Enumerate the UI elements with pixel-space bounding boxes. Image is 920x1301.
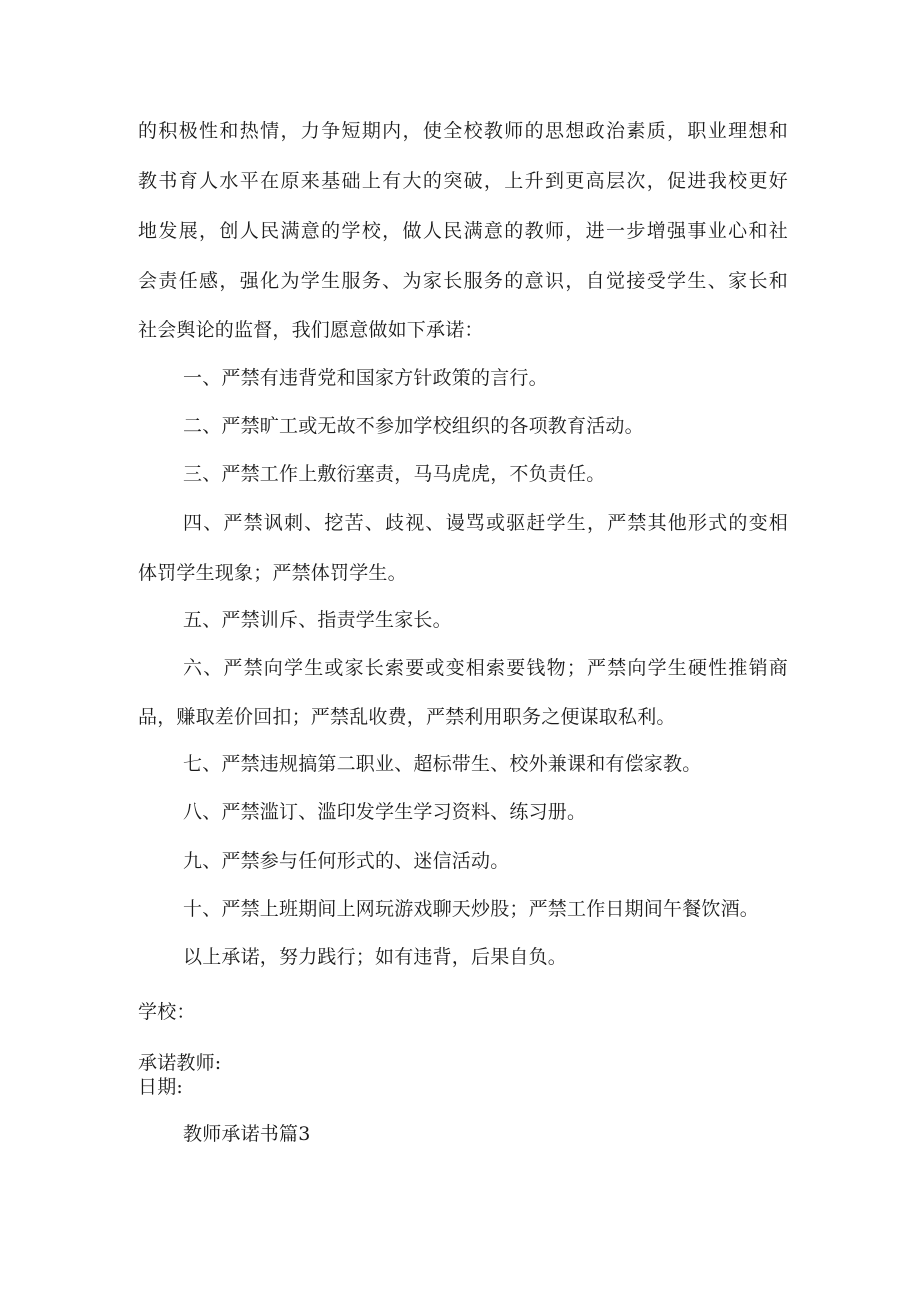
intro-line-2: 教书育人水平在原来基础上有大的突破，上升到更高层次，促进我校更好 bbox=[138, 170, 788, 192]
pledge-1: 一、严禁有违背党和国家方针政策的言行。 bbox=[183, 367, 548, 389]
pledge-2: 二、严禁旷工或无故不参加学校组织的各项教育活动。 bbox=[183, 415, 644, 437]
intro-line-1: 的积极性和热情，力争短期内，使全校教师的思想政治素质，职业理想和 bbox=[138, 120, 788, 142]
teacher-label: 承诺教师: bbox=[138, 1052, 222, 1074]
pledge-10: 十、严禁上班期间上网玩游戏聊天炒股；严禁工作日期间午餐饮酒。 bbox=[183, 898, 760, 920]
pledge-6-line-2: 品，赚取差价回扣；严禁乱收费，严禁利用职务之便谋取私利。 bbox=[138, 706, 676, 728]
pledge-8: 八、严禁滥订、滥印发学生学习资料、练习册。 bbox=[183, 801, 587, 823]
pledge-7: 七、严禁违规搞第二职业、超标带生、校外兼课和有偿家教。 bbox=[183, 753, 702, 775]
intro-line-5: 社会舆论的监督，我们愿意做如下承诺： bbox=[138, 319, 484, 341]
pledge-5: 五、严禁训斥、指责学生家长。 bbox=[183, 609, 452, 631]
pledge-6-line-1: 六、严禁向学生或家长索要或变相索要钱物；严禁向学生硬性推销商 bbox=[183, 657, 788, 679]
pledge-3: 三、严禁工作上敷衍塞责，马马虎虎，不负责任。 bbox=[183, 463, 606, 485]
intro-line-3: 地发展，创人民满意的学校，做人民满意的教师，进一步增强事业心和社 bbox=[138, 220, 788, 242]
closing-statement: 以上承诺，努力践行；如有违背，后果自负。 bbox=[183, 946, 568, 968]
pledge-4-line-1: 四、严禁讽刺、挖苦、歧视、谩骂或驱赶学生，严禁其他形式的变相 bbox=[183, 512, 788, 534]
date-label: 日期: bbox=[138, 1076, 184, 1098]
intro-line-4: 会责任感，强化为学生服务、为家长服务的意识，自觉接受学生、家长和 bbox=[138, 270, 788, 292]
school-label: 学校： bbox=[138, 1001, 196, 1023]
pledge-9: 九、严禁参与任何形式的、迷信活动。 bbox=[183, 850, 510, 872]
pledge-4-line-2: 体罚学生现象；严禁体罚学生。 bbox=[138, 562, 407, 584]
next-section-title: 教师承诺书篇3 bbox=[183, 1123, 311, 1145]
